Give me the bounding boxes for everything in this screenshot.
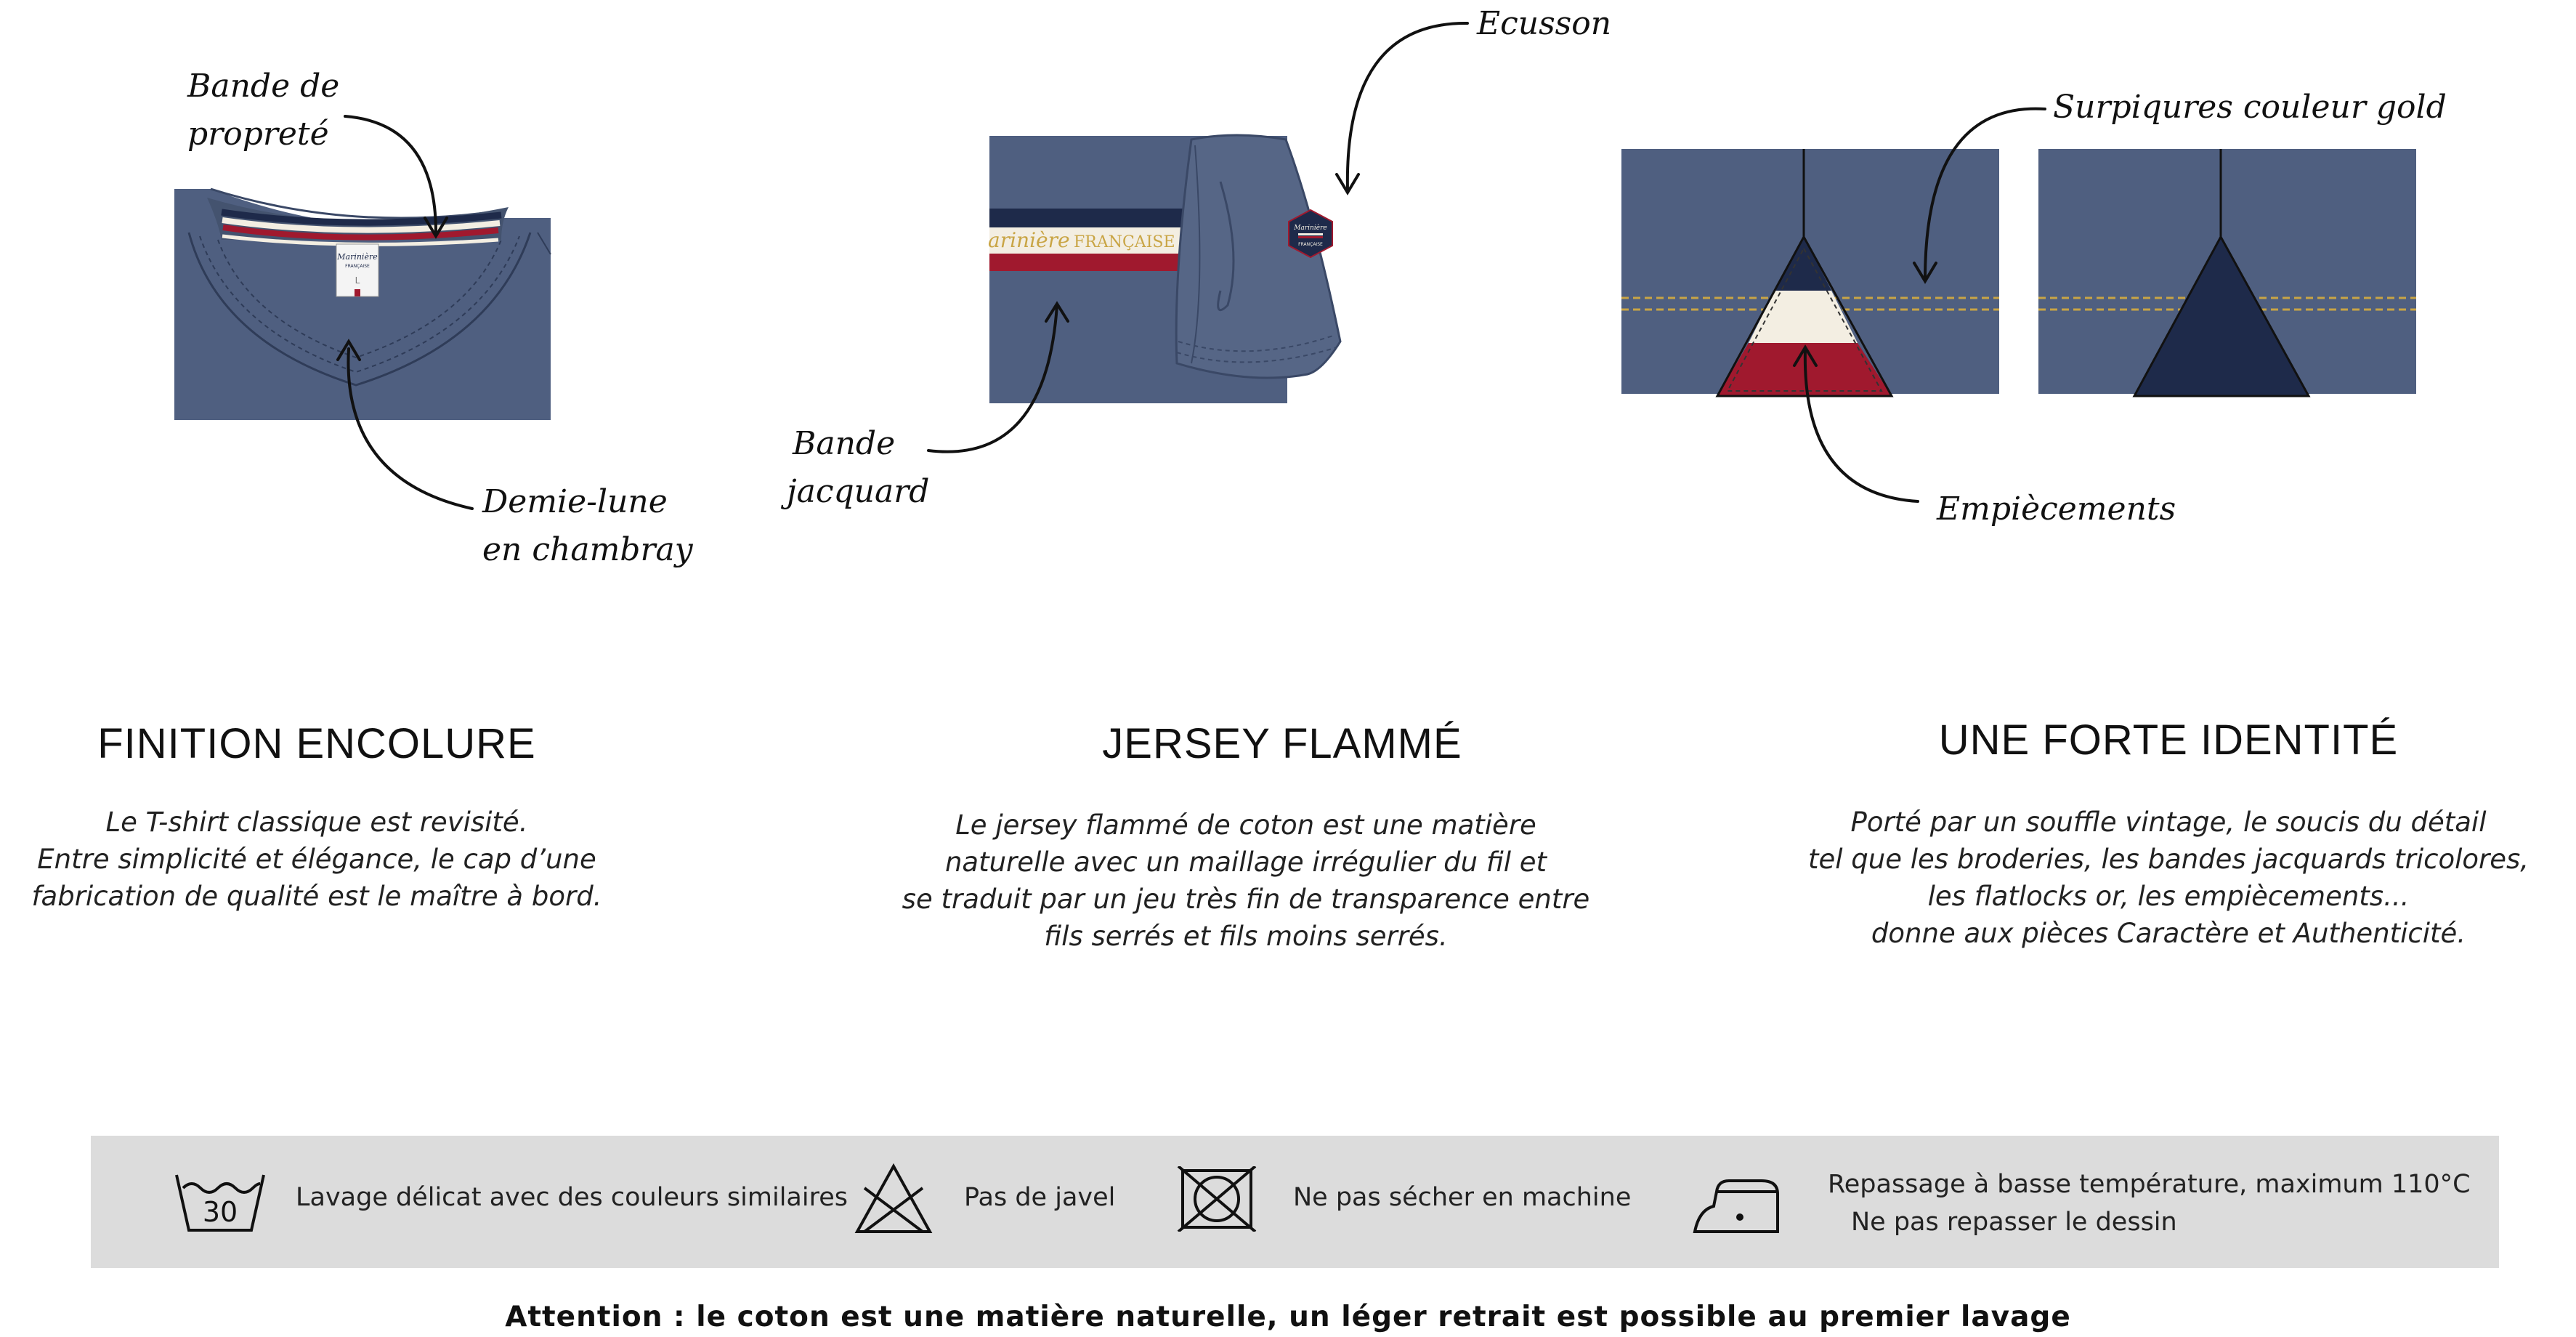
callout-line: propreté — [187, 116, 329, 153]
callout-line: Bande de — [187, 68, 340, 105]
section-title-identite: UNE FORTE IDENTITÉ — [1938, 716, 2399, 764]
section-text-jersey — [835, 807, 1656, 955]
callout-surpiqures: Surpiqures couleur gold — [2053, 89, 2447, 126]
care-iron-text-2: Ne pas repasser le dessin — [1851, 1208, 2177, 1237]
section-title-jersey: JERSEY FLAMMÉ — [1102, 720, 1462, 767]
section-text-encolure — [0, 804, 633, 915]
paragraph-line: les flatlocks or, les empiècements... — [1927, 881, 2410, 912]
tag-brand-sub: FRANÇAISE — [345, 264, 370, 269]
jacquard-script-text: arinière — [988, 228, 1070, 252]
paragraph-line: fils serrés et fils moins serrés. — [1044, 921, 1448, 952]
paragraph-line: se traduit par un jeu très fin de transparence entre — [902, 884, 1590, 915]
callout-line: en chambray — [482, 531, 693, 568]
callout-line: jacquard — [787, 473, 930, 510]
care-bleach-text: Pas de javel — [964, 1183, 1116, 1212]
care-iron-text-1: Repassage à basse température, maximum 110°C — [1828, 1170, 2471, 1199]
section-title-encolure: FINITION ENCOLURE — [97, 720, 536, 767]
callout-bande-jacquard — [787, 420, 929, 516]
iron-low-icon — [1689, 1174, 1783, 1235]
no-bleach-icon — [854, 1163, 933, 1235]
paragraph-line: Porté par un souffle vintage, le soucis du détail — [1850, 807, 2487, 838]
paragraph-line: fabrication de qualité est le maître à bord. — [31, 881, 602, 912]
paragraph-line: naturelle avec un maillage irrégulier du fil et — [944, 847, 1547, 878]
callout-bande-proprete — [187, 62, 339, 158]
tag-brand: Marinière — [337, 252, 378, 262]
wash-temp: 30 — [202, 1196, 238, 1228]
paragraph-line: donne aux pièces Caractère et Authenticité. — [1871, 918, 2466, 949]
paragraph-line: tel que les broderies, les bandes jacquards tricolores, — [1807, 844, 2530, 875]
badge-sub: FRANÇAISE — [1298, 242, 1323, 247]
callout-line: Demie-lune — [482, 483, 668, 520]
paragraph-line: Le T-shirt classique est revisité. — [105, 807, 528, 838]
care-wash-text: Lavage délicat avec des couleurs similaires — [296, 1183, 848, 1212]
wash-30-icon — [173, 1166, 267, 1235]
badge-brand: Marinière — [1294, 225, 1327, 232]
callout-line: Bande — [793, 425, 896, 462]
tag-size: L — [355, 275, 360, 286]
paragraph-line: Le jersey flammé de coton est une matière — [955, 809, 1536, 841]
callout-ecusson: Ecusson — [1477, 5, 1612, 42]
jacquard-caps-text: FRANÇAISE — [1074, 233, 1175, 251]
no-tumble-dry-icon — [1177, 1166, 1257, 1232]
jacquard-illustration — [988, 135, 1340, 403]
section-text-identite — [1773, 804, 2564, 952]
paragraph-line: Entre simplicité et élégance, le cap d’une — [37, 844, 596, 875]
callout-empiecements: Empiècements — [1937, 490, 2176, 528]
attention-notice: Attention : le coton est une matière naturelle, un léger retrait est possible au premier lavage — [505, 1301, 2071, 1333]
callout-demie-lune — [482, 478, 693, 574]
care-dry-text: Ne pas sécher en machine — [1293, 1183, 1632, 1212]
collar-illustration — [174, 189, 551, 420]
empiecement-illustration — [1621, 149, 2416, 396]
